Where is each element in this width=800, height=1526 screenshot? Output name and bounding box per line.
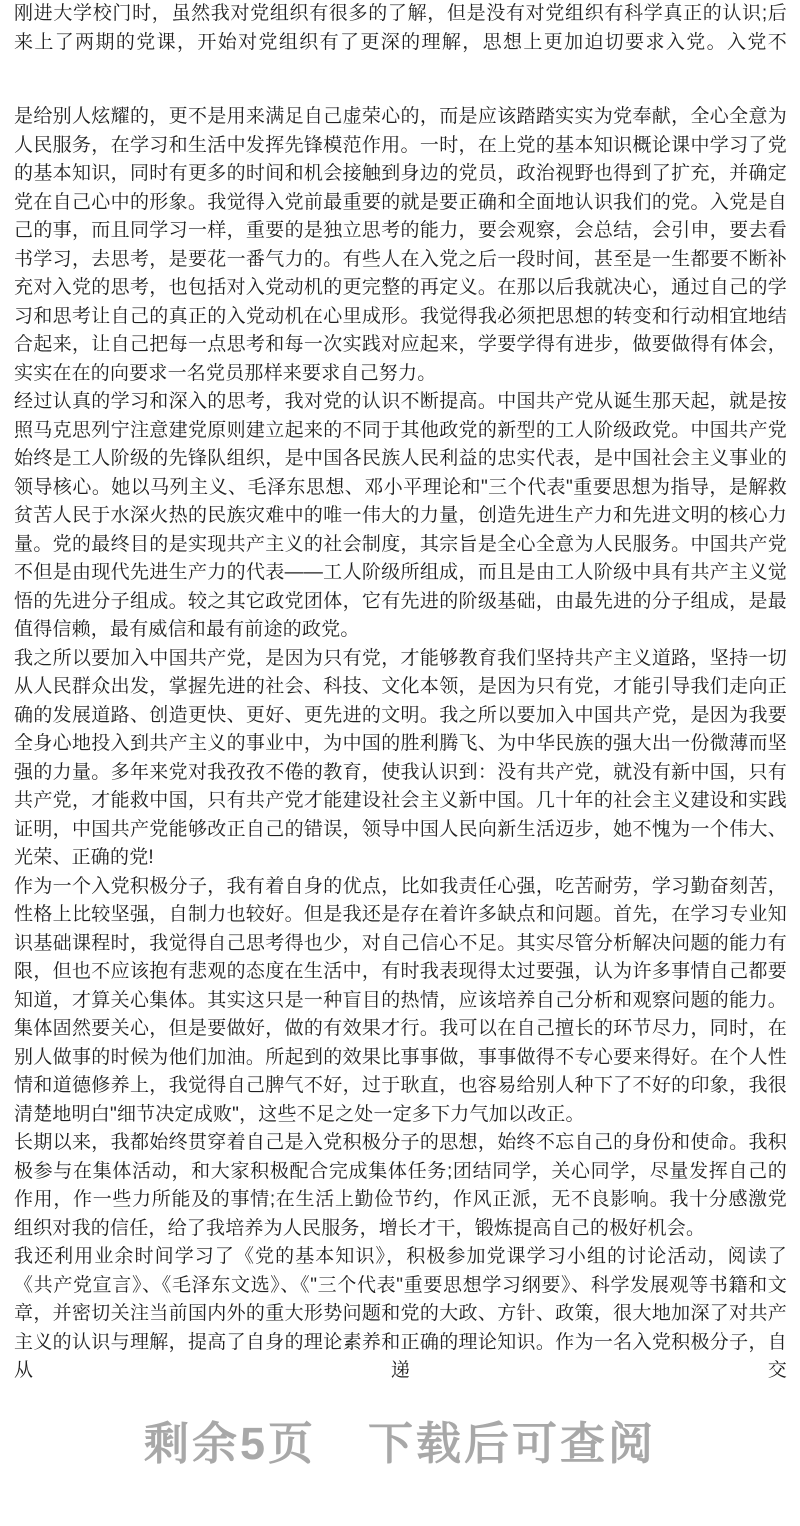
- body-paragraph: 作为一个入党积极分子，我有着自身的优点，比如我责任心强，吃苦耐劳，学习勤奋刻苦，性格上比较坚强，自制力也较好。但是我还是存在着许多缺点和问题。首先，在学习专业知识基础课程时，我觉得自己思考得也少，对自己信心不足。其实尽管分析解决问题的能力有限，但也不应该抱有悲观的态度在生活中，有时我表现得太过要强，认为许多事情自己都要知道，才算关心集体。其实这只是一种盲目的热情，应该培养自己分析和观察问题的能力。集体固然要关心，但是要做好，做的有效果才行。我可以在自己擅长的环节尽力，同时，在别人做事的时候为他们加油。所起到的效果比事事做，事事做得不专心要来得好。在个人性情和道德修养上，我觉得自己脾气不好，过于耿直，也容易给别人种下了不好的印象，我很清楚地明白"细节决定成败"，这些不足之处一定多下力气加以改正。: [14, 875, 787, 1125]
- body-paragraph: 是给别人炫耀的，更不是用来满足自己虚荣心的，而是应该踏踏实实为党奉献，全心全意为人民服务，在学习和生活中发挥先锋模范作用。一时，在上党的基本知识概论课中学习了党的基本知识，同时有更多的时间和机会接触到身边的党员，政治视野也得到了扩充，并确定党在自己心中的形象。我觉得入党前最重要的就是要正确和全面地认识我们的党。入党是自己的事，而且同学习一样，重要的是独立思考的能力，要会观察，会总结，会引申，要去看书学习，去思考，是要花一番气力的。有些人在入党之后一段时间，甚至是一生都要不断补充对入党的思考，也包括对入党动机的更完整的再定义。在那以后我就决心，通过自己的学习和思考让自己的真正的入党动机在心里成形。我觉得我必须把思想的转变和行动相宜地结合起来，让自己把每一点思考和每一次实践对应起来，学要学得有进步，做要做得有体会，实实在在的向要求一名党员那样来要求自己努力。: [14, 106, 787, 384]
- page-break-gap: [14, 57, 787, 103]
- preview-footer-banner: [0, 1414, 800, 1474]
- body-paragraph-clipped: 刚进大学校门时，虽然我对党组织有很多的了解，但是没有对党组织有科学真正的认识;后来上了两期的党课，开始对党组织有了更深的理解，思想上更加迫切要求入党。入党不: [14, 3, 787, 53]
- download-hint-label: 下载后可查阅: [368, 1418, 657, 1469]
- remaining-pages-label: 剩余5页: [143, 1418, 316, 1469]
- body-paragraph: 我还利用业余时间学习了《党的基本知识》，积极参加党课学习小组的讨论活动，阅读了《共产党宣言》、《毛泽东文选》、《"三个代表"重要思想学习纲要》、科学发展观等书籍和文章，并密切关注当前国内外的重大形势问题和党的大政、方针、政策，很大地加深了对共产主义的认识与理解，提高了自身的理论素养和正确的理论知识。作为一名入党积极分子，自从递交: [14, 1246, 787, 1381]
- body-paragraph: 经过认真的学习和深入的思考，我对党的认识不断提高。中国共产党从诞生那天起，就是按照马克思列宁注意建党原则建立起来的不同于其他政党的新型的工人阶级政党。中国共产党始终是工人阶级的先锋队组织，是中国各民族人民利益的忠实代表，是中国社会主义事业的领导核心。她以马列主义、毛泽东思想、邓小平理论和"三个代表"重要思想为指导，是解救贫苦人民于水深火热的民族灾难中的唯一伟大的力量，创造先进生产力和先进文明的核心力量。党的最终目的是实现共产主义的社会制度，其宗旨是全心全意为人民服务。中国共产党不但是由现代先进生产力的代表——工人阶级所组成，而且是由工人阶级中具有共产主义觉悟的先进分子组成。较之其它政党团体，它有先进的阶级基础，由最先进的分子组成，是最值得信赖，最有威信和最有前途的政党。: [14, 391, 787, 640]
- body-paragraph: 我之所以要加入中国共产党，是因为只有党，才能够教育我们坚持共产主义道路，坚持一切从人民群众出发，掌握先进的社会、科技、文化本领，是因为只有党，才能引导我们走向正确的发展道路、创造更快、更好、更先进的文明。我之所以要加入中国共产党，是因为我要全身心地投入到共产主义的事业中，为中国的胜利腾飞、为中华民族的强大出一份微薄而坚强的力量。多年来党对我孜孜不倦的教育，使我认识到：没有共产党，就没有新中国，只有共产党，才能救中国，只有共产党才能建设社会主义新中国。几十年的社会主义建设和实践证明，中国共产党能够改正自己的错误，领导中国人民向新生活迈步，她不愧为一个伟大、光荣、正确的党!: [14, 647, 787, 868]
- body-paragraph: 长期以来，我都始终贯穿着自己是入党积极分子的思想，始终不忘自己的身份和使命。我积极参与在集体活动，和大家积极配合完成集体任务;团结同学，关心同学，尽量发挥自己的作用，作一些力所能及的事情;在生活上勤俭节约，作风正派，无不良影响。我十分感激党组织对我的信任，给了我培养为人民服务，增长才干，锻炼提高自己的极好机会。: [14, 1132, 787, 1239]
